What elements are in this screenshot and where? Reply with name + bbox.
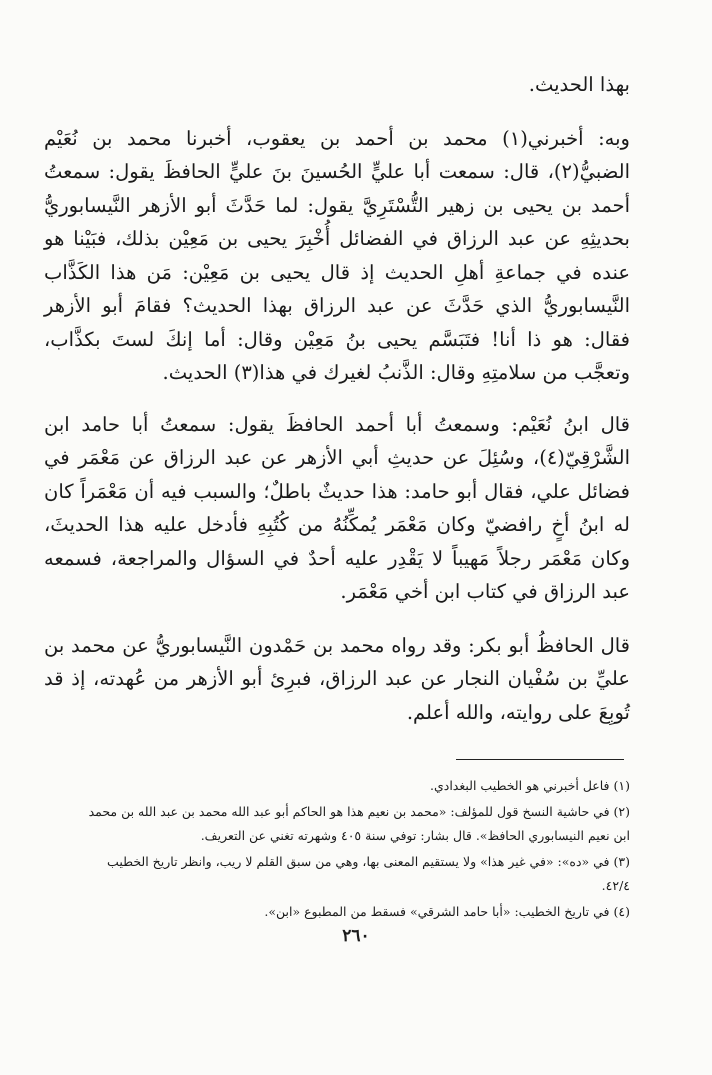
paragraph-hadith-narration: وبه: أخبرني(١) محمد بن أحمد بن يعقوب، أخبرنا محمد بن نُعَيْم الضبيُّ(٢)، قال: سمعت أبا عليٍّ الحُسينَ بنَ عليٍّ الحافظَ يقول: سمعتُ أحمد بن يحيى بن زهير التُّسْتَرِيَّ يقول: لما حَدَّثَ أبو الأزهر النَّيسابوريُّ بحديثِهِ عن عبد الرزاق في الفضائل أُخْبِرَ يحيى بن مَعِيْن بذلك، فبَيْنا هو عنده في جماعةِ أهلِ الحديث إذ قال يحيى بن مَعِيْن: مَن هذا الكَذَّاب النَّيسابوريُّ الذي حَدَّثَ عن عبد الرزاق بهذا الحديث؟ فقامَ أبو الأزهر فقال: هو ذا أنا! فتَبَسَّم يحيى بنُ مَعِيْن وقال: أما إنكَ لستَ بكذَّاب، وتعجَّب من سلامتِهِ وقال: الذَّنبُ لغيرك في هذا(٣) الحديث. xyxy=(44,126,630,384)
footnote-1: (١) فاعل أخبرني هو الخطيب البغدادي. xyxy=(430,778,630,793)
book-page xyxy=(44,68,630,1055)
footnote-separator xyxy=(456,759,624,760)
continuation-line: بهذا الحديث. xyxy=(528,73,630,96)
footnote-3-line-1: (٣) في «ده»: «في غير هذا» ولا يستقيم المعنى بها، وهي من سبق القلم لا ريب، وانظر تاريخ الخطيب xyxy=(107,854,630,869)
page-number: ٢٦٠ xyxy=(342,926,370,946)
footnote-3-line-2: ٤٢/٤. xyxy=(601,878,630,893)
footnote-4: (٤) في تاريخ الخطيب: «أبا حامد الشرقي» فسقط من المطبوع «ابن». xyxy=(264,904,630,919)
paragraph-abu-bakr: قال الحافظُ أبو بكر: وقد رواه محمد بن حَمْدون النَّيسابوريُّ عن محمد بن عليِّ بن سُفْيان النجار عن عبد الرزاق، فبرِئ أبو الأزهر من عُهدته، إذ قد تُوبِعَ على روايته، والله أعلم. xyxy=(44,633,630,724)
paragraph-ibn-nuaym: قال ابنُ نُعَيْم: وسمعتُ أبا أحمد الحافظَ يقول: سمعتُ أبا حامد ابن الشَّرْقِيّ(٤)، وسُئِلَ عن حديثِ أبي الأزهر عن عبد الرزاق عن مَعْمَر في فضائل علي، فقال أبو حامد: هذا حديثٌ باطلٌ؛ والسبب فيه أن مَعْمَراً كان له ابنُ أخٍ رافضيّ وكان مَعْمَر يُمكِّنُهُ من كُتُبِهِ فأدخل عليه هذا الحديثَ، وكان مَعْمَر رجلاً مَهيباً لا يَقْدِر عليه أحدٌ في السؤال والمراجعة، فسمعه عبد الرزاق في كتاب ابن أخي مَعْمَر. xyxy=(44,412,630,603)
footnote-2-line-1: (٢) في حاشية النسخ قول للمؤلف: «محمد بن نعيم هذا هو الحاكم أبو عبد الله محمد بن عبد الله بن محمد xyxy=(88,804,630,819)
footnote-2-line-2: ابن نعيم النيسابوري الحافظ». قال بشار: توفي سنة ٤٠٥ وشهرته تغني عن التعريف. xyxy=(200,828,630,843)
